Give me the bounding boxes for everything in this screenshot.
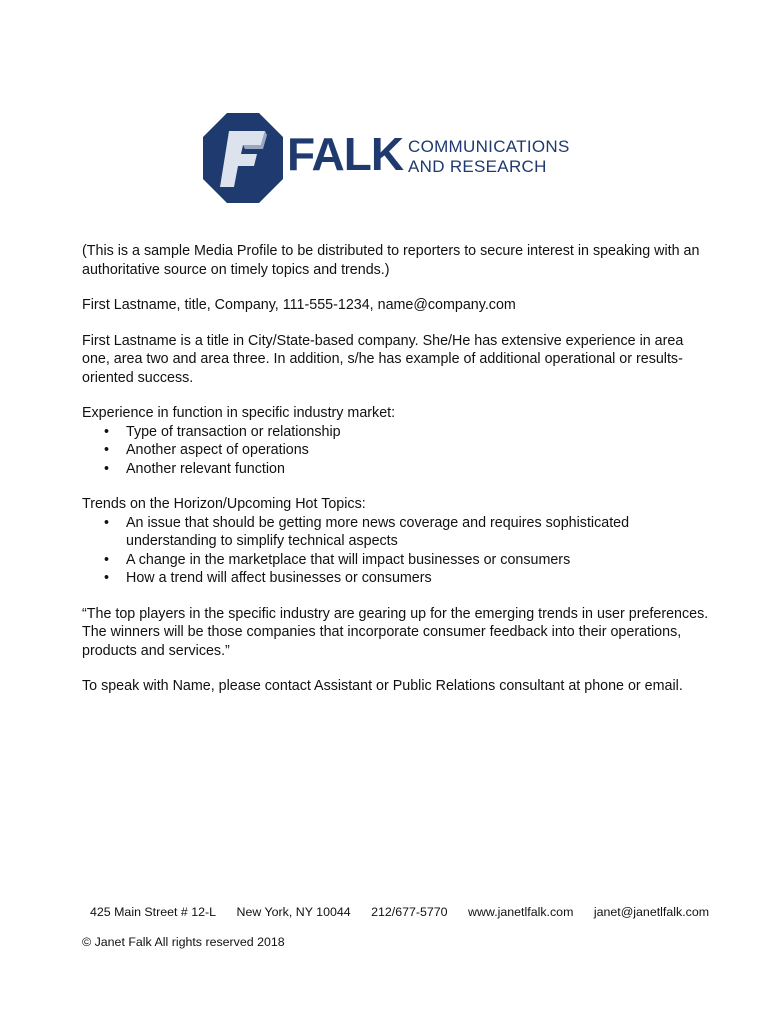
media-profile-body [82, 242, 712, 713]
list-item: • An issue that should be getting more news coverage and requires sophisticated understanding to simplify technical aspects [126, 514, 712, 551]
closing-paragraph: To speak with Name, please contact Assistant or Public Relations consultant at phone or email. [82, 678, 683, 694]
list-item: • Another relevant function [126, 460, 712, 479]
intro-paragraph: (This is a sample Media Profile to be distributed to reporters to secure interest in speaking with an authoritative source on timely topics and trends.) [82, 243, 700, 278]
list-item: • A change in the marketplace that will impact businesses or consumers [126, 551, 712, 570]
logo-tagline [408, 137, 570, 177]
logo-tagline-line1: COMMUNICATIONS [408, 137, 570, 156]
experience-list [82, 423, 712, 479]
company-logo [203, 113, 593, 203]
experience-heading: Experience in function in specific industry market: [82, 405, 396, 421]
footer-contact [90, 905, 726, 919]
contact-line: First Lastname, title, Company, 111-555-1234, name@company.com [82, 297, 516, 313]
footer-email: janet@janetlfalk.com [593, 905, 710, 919]
copyright: © Janet Falk All rights reserved 2018 [82, 935, 285, 949]
quote-paragraph: “The top players in the specific industry are gearing up for the emerging trends in user preferences. The winners will be those companies that incorporate consumer feedback into their operations, products and services.” [82, 605, 709, 659]
list-item: • Another aspect of operations [126, 441, 712, 460]
footer-city: New York, NY 10044 [236, 905, 351, 919]
logo-wordmark: FALK [287, 128, 404, 180]
logo-tagline-line2: AND RESEARCH [408, 157, 547, 176]
trends-heading: Trends on the Horizon/Upcoming Hot Topics: [82, 496, 366, 512]
list-item: • How a trend will affect businesses or consumers [126, 569, 712, 588]
trends-list [82, 514, 712, 588]
list-item: • Type of transaction or relationship [126, 423, 712, 442]
footer-phone: 212/677-5770 [371, 905, 448, 919]
bio-paragraph: First Lastname is a title in City/State-based company. She/He has extensive experience in area one, area two and area three. In addition, s/he has example of additional operational or results-oriented success. [82, 332, 684, 386]
footer-website: www.janetlfalk.com [468, 905, 574, 919]
footer-address: 425 Main Street # 12-L [90, 905, 217, 919]
falk-octagon-f-icon [203, 113, 283, 203]
